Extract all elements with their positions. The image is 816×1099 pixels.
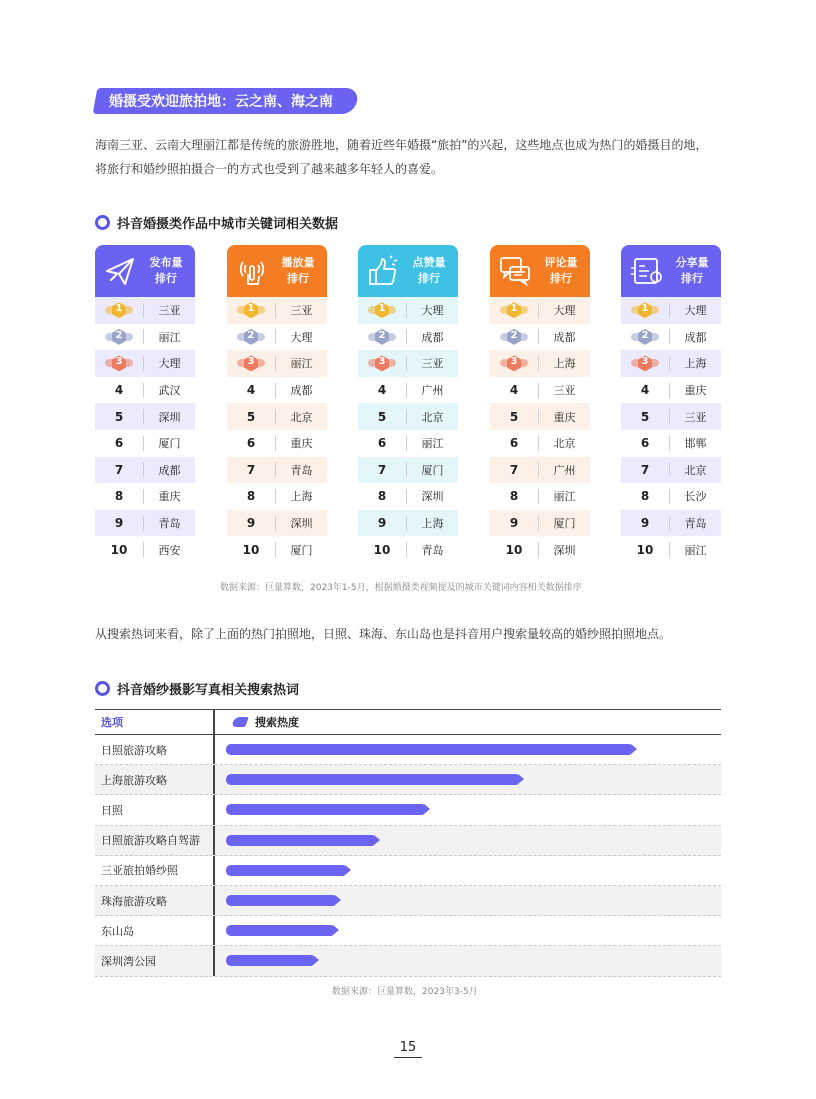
rank-medal-icon: 3 <box>490 350 538 377</box>
table-body <box>95 735 721 977</box>
rank-row <box>95 536 195 563</box>
rank-city: 三亚 <box>158 304 181 318</box>
source-note-2: 数据来源：巨量算数，2023年3-5月 <box>332 987 478 997</box>
rank-city: 北京 <box>553 437 576 451</box>
col-heat-header <box>233 714 299 730</box>
heat-bar <box>226 955 313 966</box>
column-divider <box>213 710 215 734</box>
rank-row <box>227 483 327 510</box>
rank-row <box>490 430 590 457</box>
rank-city: 厦门 <box>158 437 181 451</box>
paper-plane-icon <box>103 254 137 288</box>
column-divider <box>213 795 215 824</box>
search-term: 日照 <box>101 803 123 817</box>
rank-city: 武汉 <box>158 384 181 398</box>
section2-heading <box>95 678 299 698</box>
rank-number: 6 <box>640 436 650 451</box>
rank-row <box>621 377 721 404</box>
rank-number: 4 <box>377 383 387 398</box>
rank-row <box>621 430 721 457</box>
page-number: 15 <box>394 1040 422 1058</box>
ring-bullet-icon <box>95 681 110 696</box>
rank-row <box>227 510 327 537</box>
rank-number: 8 <box>246 489 256 504</box>
rank-number: 9 <box>114 516 124 531</box>
rank-medal-icon: 2 <box>227 324 275 351</box>
rank-card-title-line1: 播放量 <box>281 256 315 269</box>
intro-line-1: 海南三亚、云南大理丽江都是传统的旅游胜地，随着近些年婚摄“旅拍”的兴起，这些地点也成为热门的婚摄目的地， <box>95 138 708 152</box>
rank-city: 成都 <box>158 463 181 477</box>
rank-row <box>95 483 195 510</box>
rank-medal-icon: 2 <box>95 324 143 351</box>
heat-bar <box>226 804 424 815</box>
rank-city: 成都 <box>553 330 576 344</box>
rank-card-title <box>145 255 187 287</box>
rank-number: 7 <box>377 462 387 477</box>
comment-icon <box>498 254 532 288</box>
rank-row <box>621 297 721 324</box>
table-row <box>95 765 721 795</box>
rank-city: 北京 <box>684 463 707 477</box>
rank-city: 深圳 <box>158 410 181 424</box>
rank-medal-icon: 1 <box>621 297 669 324</box>
rank-row <box>621 536 721 563</box>
ring-bullet-icon <box>95 215 110 230</box>
rank-city: 上海 <box>421 517 444 531</box>
rank-city: 丽江 <box>290 357 313 371</box>
table-row <box>95 795 721 825</box>
rank-card <box>621 245 721 563</box>
rank-city: 丽江 <box>421 437 444 451</box>
rank-row <box>358 483 458 510</box>
rank-number: 6 <box>114 436 124 451</box>
rank-row <box>358 430 458 457</box>
col-option-header: 选项 <box>101 716 123 729</box>
search-term: 三亚旅拍婚纱照 <box>101 864 178 878</box>
rank-city: 厦门 <box>421 463 444 477</box>
rank-card-header <box>95 245 195 297</box>
column-divider <box>213 765 215 794</box>
rank-card-title <box>277 255 319 287</box>
intro-paragraph <box>95 133 707 181</box>
rank-card-title-line1: 分享量 <box>675 256 709 269</box>
rank-card-title-line2: 排行 <box>287 272 309 285</box>
rank-number: 8 <box>377 489 387 504</box>
rank-medal-icon: 3 <box>227 350 275 377</box>
rank-card <box>490 245 590 563</box>
rank-row <box>95 403 195 430</box>
share-icon <box>629 254 663 288</box>
rank-medal-icon: 2 <box>358 324 406 351</box>
rank-row <box>227 536 327 563</box>
table-row <box>95 826 721 856</box>
rank-row <box>227 430 327 457</box>
rank-city: 成都 <box>290 384 313 398</box>
rank-medal-icon: 2 <box>490 324 538 351</box>
legend-swatch-icon <box>231 717 249 727</box>
rank-city: 三亚 <box>421 357 444 371</box>
rank-card-title <box>671 255 713 287</box>
rank-row <box>490 297 590 324</box>
rank-card-header <box>358 245 458 297</box>
rank-city: 北京 <box>290 410 313 424</box>
rank-card-title-line2: 排行 <box>155 272 177 285</box>
rank-city: 青岛 <box>421 543 444 557</box>
rank-city: 丽江 <box>553 490 576 504</box>
rank-card-title-line2: 排行 <box>550 272 572 285</box>
rank-city: 西安 <box>158 543 181 557</box>
column-divider <box>213 946 215 975</box>
rank-medal-icon: 1 <box>95 297 143 324</box>
rank-row <box>358 297 458 324</box>
rank-medal-icon: 1 <box>358 297 406 324</box>
rank-number: 9 <box>509 516 519 531</box>
rank-city: 北京 <box>421 410 444 424</box>
heat-bar <box>226 865 345 876</box>
rank-row <box>95 510 195 537</box>
rank-row <box>621 350 721 377</box>
rank-row <box>95 350 195 377</box>
heat-bar <box>226 925 333 936</box>
rank-city: 上海 <box>290 490 313 504</box>
rank-row <box>227 457 327 484</box>
rank-number: 8 <box>640 489 650 504</box>
rank-row <box>95 430 195 457</box>
column-divider <box>213 916 215 945</box>
search-term: 上海旅游攻略 <box>101 773 167 787</box>
rank-card-header <box>621 245 721 297</box>
rank-row <box>490 324 590 351</box>
rank-city: 成都 <box>421 330 444 344</box>
search-term: 日照旅游攻略 <box>101 743 167 757</box>
rank-city: 重庆 <box>290 437 313 451</box>
rank-number: 4 <box>509 383 519 398</box>
rank-city: 上海 <box>553 357 576 371</box>
table-row <box>95 886 721 916</box>
rank-medal-icon: 3 <box>95 350 143 377</box>
rank-card <box>95 245 195 563</box>
rank-city: 上海 <box>684 357 707 371</box>
rank-row <box>621 483 721 510</box>
rank-card-title-line1: 点赞量 <box>412 256 446 269</box>
rank-row <box>490 457 590 484</box>
table-row <box>95 856 721 886</box>
search-term: 东山岛 <box>101 924 134 938</box>
rank-row <box>490 350 590 377</box>
rank-number: 4 <box>246 383 256 398</box>
heat-bar <box>226 895 335 906</box>
rank-number: 9 <box>640 516 650 531</box>
section-banner <box>95 88 357 114</box>
rank-number: 4 <box>640 383 650 398</box>
rank-city: 丽江 <box>684 543 707 557</box>
rank-number: 7 <box>114 462 124 477</box>
rank-number: 5 <box>377 409 387 424</box>
rank-row <box>95 324 195 351</box>
rank-card-title <box>408 255 450 287</box>
banner-title: 婚摄受欢迎旅拍地：云之南、海之南 <box>109 94 333 110</box>
section2-title: 抖音婚纱摄影写真相关搜索热词 <box>117 682 300 698</box>
heat-bar <box>226 835 374 846</box>
rank-row <box>227 403 327 430</box>
rank-row <box>358 350 458 377</box>
rank-medal-icon: 2 <box>621 324 669 351</box>
heat-bar <box>226 774 518 785</box>
rank-row <box>95 297 195 324</box>
column-divider <box>213 826 215 855</box>
rank-number: 7 <box>246 462 256 477</box>
rank-row <box>227 350 327 377</box>
rank-row <box>621 403 721 430</box>
rank-number: 7 <box>509 462 519 477</box>
heat-bar <box>226 744 631 755</box>
rank-city: 深圳 <box>290 517 313 531</box>
rank-number: 5 <box>114 409 124 424</box>
rank-row <box>490 377 590 404</box>
table-row <box>95 946 721 976</box>
rank-row <box>358 377 458 404</box>
source-note-1: 数据来源：巨量算数，2023年1-5月，根据婚摄类视频提及的城市关键词内容相关数据排序 <box>220 583 582 593</box>
rank-row <box>358 403 458 430</box>
thumbs-up-icon <box>366 254 400 288</box>
rank-number: 9 <box>377 516 387 531</box>
rank-city: 三亚 <box>553 384 576 398</box>
rank-row <box>358 510 458 537</box>
rank-number: 5 <box>640 409 650 424</box>
rank-card-title-line1: 发布量 <box>149 256 183 269</box>
rank-card-header <box>227 245 327 297</box>
search-term: 珠海旅游攻略 <box>101 894 167 908</box>
rank-row <box>621 457 721 484</box>
rank-city: 大理 <box>421 304 444 318</box>
rank-row <box>358 457 458 484</box>
rank-number: 5 <box>509 409 519 424</box>
rank-city: 厦门 <box>553 517 576 531</box>
rank-card-title-line2: 排行 <box>681 272 703 285</box>
rank-number: 8 <box>114 489 124 504</box>
rank-number: 6 <box>509 436 519 451</box>
rank-card-header <box>490 245 590 297</box>
rank-city: 大理 <box>158 357 181 371</box>
rank-number: 4 <box>114 383 124 398</box>
rank-medal-icon: 1 <box>490 297 538 324</box>
rank-row <box>621 510 721 537</box>
rank-row <box>95 377 195 404</box>
rank-number: 10 <box>242 542 260 557</box>
rank-city: 大理 <box>553 304 576 318</box>
rank-number: 10 <box>505 542 523 557</box>
rank-city: 大理 <box>290 330 313 344</box>
table-row <box>95 916 721 946</box>
rank-city: 青岛 <box>684 517 707 531</box>
rank-row <box>621 324 721 351</box>
rank-number: 10 <box>636 542 654 557</box>
rank-city: 重庆 <box>684 384 707 398</box>
rank-medal-icon: 1 <box>227 297 275 324</box>
rank-city: 广州 <box>553 463 576 477</box>
rank-city: 长沙 <box>684 490 707 504</box>
rank-city: 丽江 <box>158 330 181 344</box>
column-divider <box>213 856 215 885</box>
rank-card <box>358 245 458 563</box>
rank-medal-icon: 3 <box>621 350 669 377</box>
search-term: 深圳湾公园 <box>101 954 156 968</box>
tap-play-icon <box>235 254 269 288</box>
rank-city: 广州 <box>421 384 444 398</box>
rank-city: 重庆 <box>158 490 181 504</box>
intro-line-2: 将旅行和婚纱照拍摄合一的方式也受到了越来越多年轻人的喜爱。 <box>95 162 444 176</box>
rank-row <box>490 510 590 537</box>
rank-city: 深圳 <box>553 543 576 557</box>
rank-row <box>490 536 590 563</box>
section1-heading <box>95 212 338 232</box>
rank-row <box>227 377 327 404</box>
search-term: 日照旅游攻略自驾游 <box>101 834 200 848</box>
rank-medal-icon: 3 <box>358 350 406 377</box>
rank-city: 青岛 <box>158 517 181 531</box>
column-divider <box>213 886 215 915</box>
rank-card-title-line2: 排行 <box>418 272 440 285</box>
rank-row <box>227 324 327 351</box>
table-row <box>95 735 721 765</box>
rank-row <box>95 457 195 484</box>
search-heat-table <box>95 709 721 977</box>
column-divider <box>213 735 215 764</box>
rank-card-title <box>540 255 582 287</box>
rank-row <box>358 324 458 351</box>
rank-number: 8 <box>509 489 519 504</box>
rank-city: 厦门 <box>290 543 313 557</box>
rank-city: 大理 <box>684 304 707 318</box>
rank-city: 三亚 <box>684 410 707 424</box>
rank-city: 邯郸 <box>684 437 707 451</box>
rank-number: 9 <box>246 516 256 531</box>
rank-number: 10 <box>110 542 128 557</box>
rank-card <box>227 245 327 563</box>
rank-city: 深圳 <box>421 490 444 504</box>
section1-title: 抖音婚摄类作品中城市关键词相关数据 <box>117 216 339 232</box>
rank-row <box>227 297 327 324</box>
rank-city: 三亚 <box>290 304 313 318</box>
rank-row <box>490 483 590 510</box>
rank-city: 重庆 <box>553 410 576 424</box>
rank-city: 青岛 <box>290 463 313 477</box>
rank-number: 6 <box>246 436 256 451</box>
col-heat-label: 搜索热度 <box>255 716 299 729</box>
rank-city: 成都 <box>684 330 707 344</box>
rank-number: 10 <box>373 542 391 557</box>
search-paragraph: 从搜索热词来看，除了上面的热门拍照地，日照、珠海、东山岛也是抖音用户搜索量较高的婚纱照拍照地点。 <box>95 627 672 641</box>
rank-number: 7 <box>640 462 650 477</box>
rank-number: 6 <box>377 436 387 451</box>
rank-number: 5 <box>246 409 256 424</box>
rank-card-title-line1: 评论量 <box>544 256 578 269</box>
rank-row <box>490 403 590 430</box>
rank-row <box>358 536 458 563</box>
table-header <box>95 709 721 735</box>
